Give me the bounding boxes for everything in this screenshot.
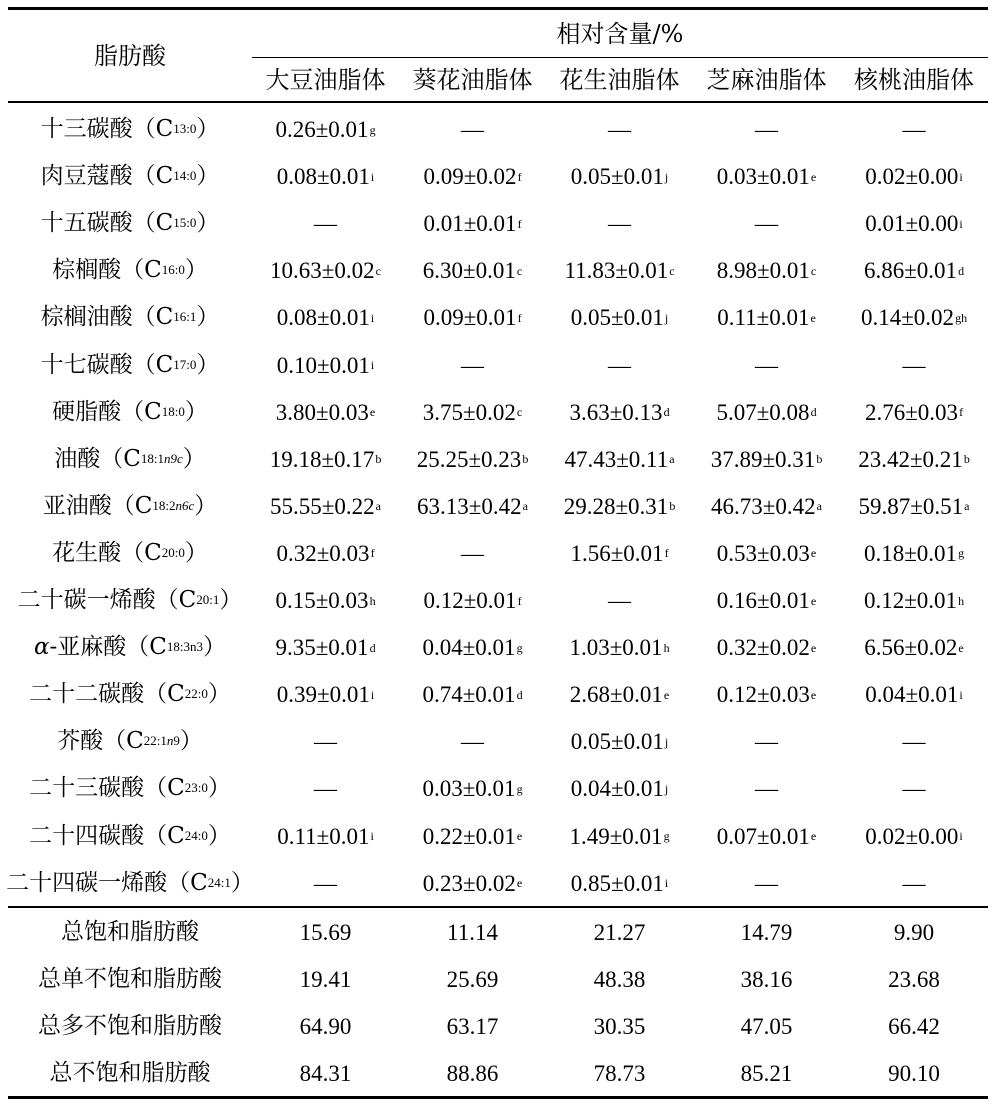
notation-text: 13:0	[173, 121, 197, 137]
value-text: —	[902, 729, 926, 755]
value-cell: 0.32±0.02 e	[716, 635, 817, 661]
total-label: 总不饱和脂肪酸	[49, 1059, 211, 1086]
value-cell	[252, 860, 399, 907]
value-text: 1.49±0.01	[569, 823, 663, 849]
value-text: 6.30±0.01	[422, 258, 516, 284]
value-text: 0.01±0.01	[423, 211, 517, 237]
closing-paren: ）	[184, 539, 208, 566]
carbon-notation	[173, 215, 197, 231]
total-value: 30.35	[593, 1013, 646, 1039]
value-text: 0.11±0.01	[717, 305, 810, 331]
name-text: 棕榈油酸（C	[40, 304, 174, 331]
notation-isomer: n6c	[175, 497, 195, 513]
value-cell	[840, 718, 988, 765]
closing-paren: ）	[196, 116, 220, 143]
value-text: 0.02±0.00	[865, 823, 959, 849]
fatty-acid-name	[8, 718, 252, 765]
notation-text: 16:0	[161, 262, 185, 278]
closing-paren: ）	[194, 492, 218, 519]
value-cell: 0.26±0.01 g	[275, 117, 376, 143]
value-text: —	[755, 776, 778, 802]
fatty-acid-name	[8, 389, 252, 436]
name-text: 十七碳酸（C	[40, 351, 174, 378]
total-value: 11.14	[447, 919, 498, 945]
closing-paren: ）	[230, 869, 254, 896]
value-text: 10.63±0.02	[270, 258, 375, 284]
name-text: 二十二碳酸（C	[29, 681, 185, 708]
value-text: —	[902, 117, 926, 143]
column-header-5: 核桃油脂体	[854, 66, 974, 94]
value-text: 0.23±0.02	[422, 870, 516, 896]
value-cell: 1.49±0.01 g	[569, 823, 670, 849]
value-cell	[546, 577, 693, 624]
value-text: 0.32±0.02	[716, 635, 810, 661]
notation-text: 18:3n3	[166, 639, 204, 655]
value-cell	[252, 765, 399, 812]
carbon-notation	[140, 450, 183, 466]
value-cell: 0.32±0.03 f	[276, 540, 375, 566]
value-text: 3.75±0.02	[422, 399, 516, 425]
carbon-notation	[161, 544, 185, 560]
total-value: 21.27	[593, 919, 646, 945]
header-bottom-rule	[8, 101, 988, 103]
value-cell: 0.07±0.01 e	[716, 823, 817, 849]
notation-text: 23:0	[184, 780, 208, 796]
carbon-notation	[196, 592, 220, 608]
relative-content-header: 相对含量/%	[556, 20, 684, 48]
value-cell: 0.02±0.00 i	[865, 164, 963, 190]
column-header-3: 花生油脂体	[559, 66, 680, 94]
name-text: 二十三碳酸（C	[29, 775, 185, 802]
value-text: —	[314, 870, 337, 896]
value-text: 0.08±0.01	[276, 164, 370, 190]
value-cell: 3.75±0.02 c	[422, 399, 523, 425]
value-text: 23.42±0.21	[858, 446, 963, 472]
value-cell: 55.55±0.22 a	[270, 493, 381, 519]
fatty-acid-name	[8, 247, 252, 294]
value-text: 0.14±0.02	[860, 305, 955, 331]
column-header-2: 葵花油脂体	[412, 66, 533, 94]
value-text: 0.26±0.01	[275, 117, 369, 143]
value-text: 0.39±0.01	[276, 682, 370, 708]
value-cell: 3.63±0.13 d	[569, 399, 670, 425]
fatty-acid-name	[8, 436, 252, 483]
total-value: 48.38	[593, 966, 646, 992]
total-value: 90.10	[888, 1060, 940, 1086]
value-text: —	[902, 870, 926, 896]
value-cell: 11.83±0.01 c	[564, 258, 675, 284]
value-cell	[693, 342, 840, 389]
total-label: 总单不饱和脂肪酸	[38, 965, 222, 992]
value-cell	[840, 342, 988, 389]
name-text: 十三碳酸（C	[40, 116, 174, 143]
value-cell	[546, 106, 693, 153]
carbon-notation	[173, 309, 197, 325]
value-cell	[840, 765, 988, 812]
notation-text: 18:1	[140, 450, 164, 466]
value-cell: 0.74±0.01 d	[422, 682, 523, 708]
closing-paren: ）	[207, 775, 231, 802]
value-text: 0.05±0.01	[570, 164, 664, 190]
notation-text: 15:0	[173, 215, 197, 231]
value-text: 0.05±0.01	[570, 729, 664, 755]
fatty-acid-column-header: 脂肪酸	[94, 41, 166, 70]
value-text: 0.12±0.01	[423, 588, 517, 614]
value-text: 0.32±0.03	[276, 540, 370, 566]
value-cell: 0.05±0.01 j	[570, 729, 669, 755]
value-cell: 1.56±0.01 f	[570, 540, 669, 566]
value-text: 1.03±0.01	[569, 635, 663, 661]
value-text: 0.10±0.01	[276, 352, 370, 378]
value-text: —	[314, 211, 337, 237]
value-cell: 0.53±0.03 e	[716, 540, 817, 566]
total-value: 78.73	[593, 1060, 646, 1086]
value-cell	[252, 200, 399, 247]
notation-tail: 9	[173, 733, 180, 749]
value-cell: 6.30±0.01 c	[422, 258, 523, 284]
fatty-acid-name	[8, 342, 252, 389]
value-cell: 47.43±0.11 a	[564, 446, 675, 472]
notation-text: 24:1	[207, 874, 231, 890]
value-text: —	[755, 117, 778, 143]
notation-text: 16:1	[173, 309, 197, 325]
value-text: 5.07±0.08	[716, 399, 810, 425]
value-cell: 25.25±0.23 b	[416, 446, 529, 472]
total-value: 15.69	[299, 919, 352, 945]
closing-paren: ）	[196, 163, 220, 190]
value-cell: 19.18±0.17 b	[269, 446, 382, 472]
closing-paren: ）	[207, 681, 231, 708]
value-text: —	[608, 352, 631, 378]
name-text: 棕榈酸（C	[52, 257, 162, 284]
value-text: 9.35±0.01	[275, 635, 369, 661]
value-text: —	[461, 540, 484, 566]
name-text: 十五碳酸（C	[40, 210, 174, 237]
notation-text: 14:0	[173, 168, 197, 184]
value-cell: 0.03±0.01 g	[422, 776, 523, 802]
value-text: 63.13±0.42	[417, 493, 522, 519]
greek-prefix: α	[33, 634, 50, 661]
total-value: 85.21	[740, 1060, 793, 1086]
total-value: 64.90	[299, 1013, 352, 1039]
value-cell	[840, 860, 988, 907]
value-text: 25.25±0.23	[416, 446, 522, 472]
value-cell: 0.12±0.03 e	[716, 682, 817, 708]
value-text: —	[755, 352, 778, 378]
value-cell: 0.15±0.03 h	[275, 588, 376, 614]
value-cell: 0.04±0.01 g	[422, 635, 523, 661]
notation-text: 22:1	[143, 733, 167, 749]
value-text: —	[314, 729, 337, 755]
value-text: —	[902, 352, 926, 378]
value-text: 0.09±0.02	[423, 164, 517, 190]
value-text: 0.04±0.01	[422, 635, 516, 661]
notation-text: 17:0	[173, 356, 197, 372]
carbon-notation	[207, 874, 231, 890]
value-cell: 6.56±0.02 e	[864, 635, 964, 661]
value-text: —	[608, 211, 631, 237]
closing-paren: ）	[196, 351, 220, 378]
notation-text: 20:1	[196, 592, 220, 608]
fatty-acid-name	[8, 294, 252, 341]
column-header-4: 芝麻油脂体	[706, 66, 827, 94]
value-text: 0.09±0.01	[423, 305, 517, 331]
value-cell: 0.01±0.01 f	[423, 211, 522, 237]
fatty-acid-name	[8, 153, 252, 200]
value-text: 0.03±0.01	[716, 164, 810, 190]
value-cell: 0.08±0.01 i	[276, 305, 375, 331]
value-cell: 0.09±0.01 f	[423, 305, 522, 331]
value-cell: 8.98±0.01 c	[716, 258, 817, 284]
name-text: 花生酸（C	[52, 539, 162, 566]
value-cell	[399, 106, 546, 153]
value-cell: 0.11±0.01 i	[277, 823, 374, 849]
value-cell: 46.73±0.42 a	[711, 493, 822, 519]
total-value: 14.79	[740, 919, 793, 945]
value-text: 29.28±0.31	[563, 493, 669, 519]
value-text: 37.89±0.31	[710, 446, 816, 472]
notation-text: 18:2	[152, 497, 176, 513]
closing-paren: ）	[219, 587, 243, 614]
value-text: 19.18±0.17	[269, 446, 375, 472]
value-text: 0.15±0.03	[275, 588, 369, 614]
total-value: 23.68	[888, 966, 940, 992]
name-text: 二十四碳酸（C	[29, 822, 185, 849]
name-text: 硬脂酸（C	[52, 398, 162, 425]
closing-paren: ）	[184, 257, 208, 284]
notation-text: 18:0	[161, 403, 185, 419]
value-cell: 0.05±0.01 j	[570, 164, 669, 190]
fatty-acid-name	[8, 624, 252, 671]
closing-paren: ）	[196, 210, 220, 237]
value-cell: 37.89±0.31 b	[710, 446, 823, 472]
name-text: 油酸（C	[54, 445, 141, 472]
fatty-acid-name	[8, 106, 252, 153]
value-text: 6.56±0.02	[864, 635, 958, 661]
value-text: 2.76±0.03	[864, 399, 959, 425]
value-text: —	[608, 117, 631, 143]
value-cell: 63.13±0.42 a	[417, 493, 528, 519]
value-cell: 0.23±0.02 e	[422, 870, 523, 896]
value-text: 0.85±0.01	[570, 870, 664, 896]
closing-paren: ）	[196, 304, 220, 331]
value-cell: 0.11±0.01 e	[717, 305, 816, 331]
value-cell: 3.80±0.03 e	[275, 399, 376, 425]
value-text: 0.02±0.00	[865, 164, 959, 190]
value-text: 55.55±0.22	[270, 493, 375, 519]
value-text: 3.63±0.13	[569, 399, 663, 425]
value-text: 3.80±0.03	[275, 399, 369, 425]
value-cell: 0.04±0.01 j	[570, 776, 669, 802]
value-cell	[546, 342, 693, 389]
name-text: 二十碳一烯酸（C	[17, 587, 197, 614]
carbon-notation	[173, 121, 197, 137]
fatty-acid-name	[8, 671, 252, 718]
carbon-notation	[184, 686, 208, 702]
name-text: -亚麻酸（C	[49, 634, 167, 661]
value-cell	[693, 106, 840, 153]
notation-text: 20:0	[161, 544, 185, 560]
value-cell: 0.12±0.01 f	[423, 588, 522, 614]
value-text: —	[755, 729, 778, 755]
value-cell: 59.87±0.51 a	[858, 493, 970, 519]
value-text: 0.74±0.01	[422, 682, 516, 708]
total-value: 63.17	[446, 1013, 499, 1039]
notation-text: 22:0	[184, 686, 208, 702]
value-cell	[693, 718, 840, 765]
value-text: 46.73±0.42	[711, 493, 816, 519]
total-label: 总饱和脂肪酸	[61, 918, 199, 945]
value-text: —	[314, 776, 337, 802]
name-text: 亚油酸（C	[42, 492, 153, 519]
carbon-notation	[143, 733, 180, 749]
value-text: —	[461, 352, 484, 378]
value-cell: 0.10±0.01 i	[276, 352, 375, 378]
value-cell: 0.12±0.01 h	[863, 588, 965, 614]
value-cell: 0.14±0.02 gh	[860, 305, 968, 331]
total-label: 总多不饱和脂肪酸	[38, 1012, 222, 1039]
value-cell	[693, 860, 840, 907]
value-cell: 0.08±0.01 i	[276, 164, 375, 190]
value-text: 0.07±0.01	[716, 823, 810, 849]
notation-isomer: n	[166, 733, 174, 749]
value-cell	[399, 342, 546, 389]
value-cell	[840, 106, 988, 153]
carbon-notation	[161, 403, 185, 419]
value-text: 47.43±0.11	[564, 446, 669, 472]
value-cell: 2.76±0.03 f	[864, 399, 964, 425]
value-text: 0.12±0.01	[863, 588, 958, 614]
value-cell: 5.07±0.08 d	[716, 399, 817, 425]
value-text: 0.01±0.00	[865, 211, 959, 237]
value-text: 59.87±0.51	[858, 493, 964, 519]
carbon-notation	[184, 827, 208, 843]
value-text: 2.68±0.01	[569, 682, 663, 708]
value-text: —	[902, 776, 926, 802]
value-cell: 0.01±0.00 i	[865, 211, 963, 237]
closing-paren: ）	[207, 822, 231, 849]
value-cell: 0.16±0.01 e	[716, 588, 817, 614]
value-text: 1.56±0.01	[570, 540, 664, 566]
fatty-acid-name	[8, 483, 252, 530]
value-cell	[693, 200, 840, 247]
total-value: 84.31	[299, 1060, 352, 1086]
carbon-notation	[161, 262, 185, 278]
closing-paren: ）	[182, 445, 206, 472]
value-cell: 0.39±0.01 i	[276, 682, 375, 708]
total-value: 19.41	[299, 966, 352, 992]
value-cell: 10.63±0.02 c	[270, 258, 381, 284]
value-text: 0.05±0.01	[570, 305, 664, 331]
carbon-notation	[166, 639, 204, 655]
value-cell: 29.28±0.31 b	[563, 493, 676, 519]
total-value: 25.69	[446, 966, 499, 992]
carbon-notation	[152, 497, 195, 513]
value-text: 8.98±0.01	[716, 258, 810, 284]
group-underline	[252, 57, 988, 58]
carbon-notation	[173, 168, 197, 184]
carbon-notation	[173, 356, 197, 372]
value-cell	[693, 765, 840, 812]
value-text: 0.16±0.01	[716, 588, 810, 614]
closing-paren: ）	[203, 634, 227, 661]
notation-text: 24:0	[184, 827, 208, 843]
value-text: 0.11±0.01	[277, 823, 370, 849]
total-value: 9.90	[893, 919, 935, 945]
value-text: 0.53±0.03	[716, 540, 810, 566]
notation-isomer: n9c	[163, 450, 183, 466]
value-text: 0.04±0.01	[865, 682, 959, 708]
closing-paren: ）	[184, 398, 208, 425]
total-value: 66.42	[888, 1013, 940, 1039]
total-value: 38.16	[740, 966, 793, 992]
value-cell	[252, 718, 399, 765]
name-text: 肉豆蔻酸（C	[40, 163, 174, 190]
value-cell: 0.85±0.01 i	[570, 870, 669, 896]
value-cell	[546, 200, 693, 247]
value-text: —	[461, 729, 484, 755]
value-text: —	[461, 117, 484, 143]
total-value: 47.05	[740, 1013, 793, 1039]
value-cell: 1.03±0.01 h	[569, 635, 670, 661]
value-text: 0.04±0.01	[570, 776, 664, 802]
value-text: 0.18±0.01	[863, 540, 958, 566]
value-text: —	[608, 588, 631, 614]
value-cell: 0.09±0.02 f	[423, 164, 522, 190]
value-text: 11.83±0.01	[564, 258, 669, 284]
value-cell: 0.05±0.01 j	[570, 305, 669, 331]
fatty-acid-name	[8, 765, 252, 812]
value-cell: 9.35±0.01 d	[275, 635, 376, 661]
fatty-acid-name	[8, 860, 252, 907]
fatty-acid-name	[8, 813, 252, 860]
carbon-notation	[184, 780, 208, 796]
value-text: 0.12±0.03	[716, 682, 810, 708]
fatty-acid-name	[8, 530, 252, 577]
total-value: 88.86	[446, 1060, 499, 1086]
value-text: 6.86±0.01	[863, 258, 958, 284]
value-cell: 0.04±0.01 i	[865, 682, 963, 708]
value-text: —	[755, 870, 778, 896]
value-cell: 6.86±0.01 d	[863, 258, 965, 284]
name-text: 芥酸（C	[57, 728, 144, 755]
value-cell: 0.03±0.01 e	[716, 164, 817, 190]
value-cell	[399, 718, 546, 765]
value-cell	[399, 530, 546, 577]
column-header-1: 大豆油脂体	[265, 66, 386, 94]
value-cell: 0.22±0.01 e	[422, 823, 523, 849]
value-cell: 23.42±0.21 b	[858, 446, 970, 472]
value-text: 0.22±0.01	[422, 823, 516, 849]
value-text: 0.03±0.01	[422, 776, 516, 802]
name-text: 二十四碳一烯酸（C	[6, 869, 208, 896]
value-text: —	[755, 211, 778, 237]
fatty-acid-name	[8, 200, 252, 247]
value-text: 0.08±0.01	[276, 305, 370, 331]
closing-paren: ）	[179, 728, 203, 755]
value-cell: 0.18±0.01 g	[863, 540, 965, 566]
fatty-acid-name	[8, 577, 252, 624]
value-cell: 2.68±0.01 e	[569, 682, 670, 708]
value-cell: 0.02±0.00 i	[865, 823, 963, 849]
